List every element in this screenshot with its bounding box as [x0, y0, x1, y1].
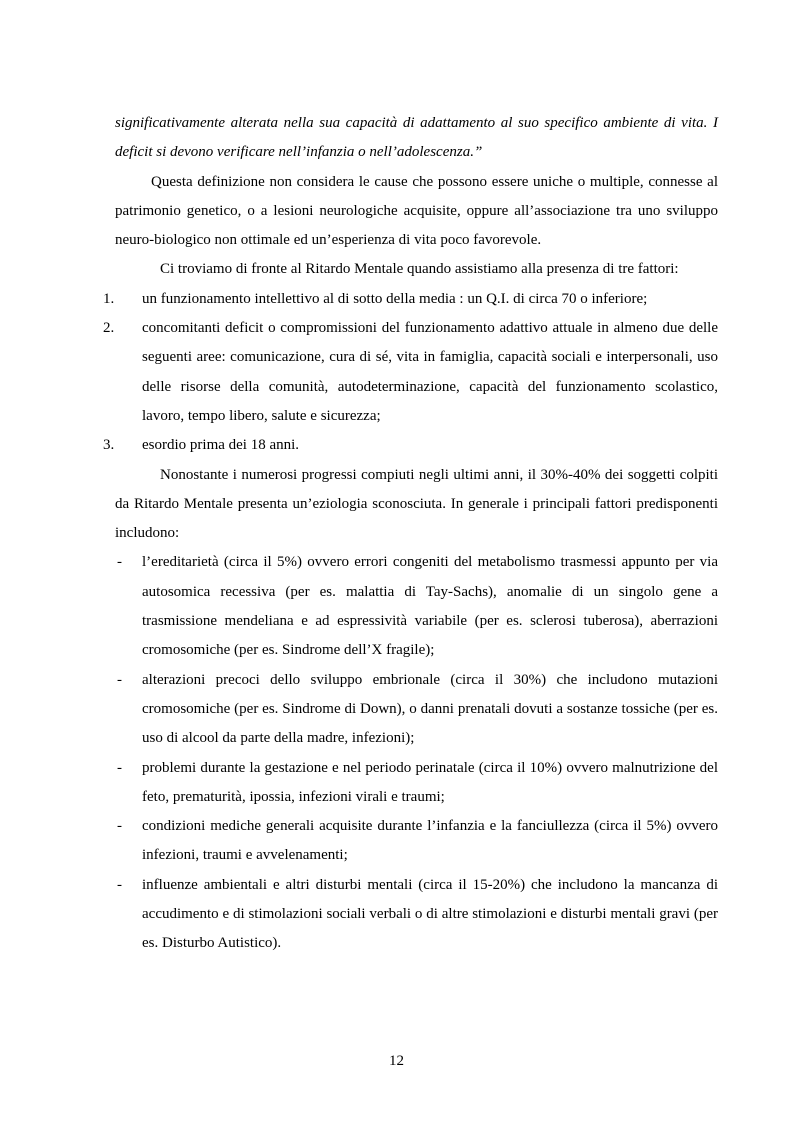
list-marker: -	[117, 671, 122, 688]
list-item	[115, 754, 718, 813]
list-marker: -	[117, 876, 122, 893]
list-item-text: concomitanti deficit o compromissioni del funzionamento adattivo attuale in almeno due delle seguenti aree: comunicazione, cura di sé, vita in famiglia, capacità sociali e interpersonali, uso delle risorse della comunità, autodeterminazione, capacità del funzionamento scolastico, lavoro, tempo libero, salute e sicurezza;	[142, 320, 718, 424]
list-marker: 3.	[103, 437, 115, 454]
list-marker: 1.	[103, 290, 115, 307]
list-item-text: un funzionamento intellettivo al di sotto della media : un Q.I. di circa 70 o inferiore;	[142, 290, 648, 307]
list-item-text: alterazioni precoci dello sviluppo embrionale (circa il 30%) che includono mutazioni cromosomiche (per es. Sindrome di Down), o danni prenatali dovuti a sostanze tossiche (per es. uso di alcool da parte della madre, infezioni);	[142, 671, 718, 747]
page-number: 12	[389, 1053, 404, 1069]
numbered-list	[103, 285, 718, 461]
paragraph-etiology: Nonostante i numerosi progressi compiuti negli ultimi anni, il 30%-40% dei soggetti colpiti da Ritardo Mentale presenta un’eziologia sconosciuta. In generale i principali fattori predisponenti includono:	[115, 466, 718, 542]
dash-list	[115, 548, 718, 958]
list-item-text: problemi durante la gestazione e nel periodo perinatale (circa il 10%) ovvero malnutrizione del feto, prematurità, ipossia, infezioni virali e traumi;	[142, 759, 718, 805]
list-item-text: influenze ambientali e altri disturbi mentali (circa il 15-20%) che includono la mancanza di accudimento e di stimolazioni sociali verbali o di altre stimolazioni e disturbi mentali gravi (per es. Disturbo Autistico).	[142, 876, 718, 952]
list-marker: -	[117, 818, 122, 835]
list-item-text: condizioni mediche generali acquisite durante l’infanzia e la fanciullezza (circa il 5%) ovvero infezioni, traumi e avvelenamenti;	[142, 818, 718, 864]
list-item	[115, 548, 718, 665]
list-marker: -	[117, 554, 122, 571]
list-marker: -	[117, 759, 122, 776]
list-item	[103, 285, 718, 314]
page-body	[103, 109, 718, 959]
list-item	[115, 666, 718, 754]
list-item-text: esordio prima dei 18 anni.	[142, 437, 300, 454]
list-item	[103, 314, 718, 431]
list-item	[115, 812, 718, 871]
list-item	[103, 431, 718, 460]
paragraph-three-factors: Ci troviamo di fronte al Ritardo Mentale quando assistiamo alla presenza di tre fattori:	[160, 261, 679, 278]
paragraph-definition-causes: Questa definizione non considera le cause che possono essere uniche o multiple, connesse al patrimonio genetico, o a lesioni neurologiche acquisite, oppure all’associazione tra uno sviluppo neuro-biologico non ottimale ed un’esperienza di vita poco favorevole.	[115, 173, 718, 249]
list-marker: 2.	[103, 320, 115, 337]
list-item-text: l’ereditarietà (circa il 5%) ovvero errori congeniti del metabolismo trasmessi appunto per via autosomica recessiva (per es. malattia di Tay-Sachs), anomalie di un singolo gene a trasmissione mendeliana e ad espressività variabile (per es. sclerosi tuberosa), aberrazioni cromosomiche (per es. Sindrome dell’X fragile);	[142, 554, 718, 659]
quote-continuation: significativamente alterata nella sua capacità di adattamento al suo specifico ambiente di vita. I deficit si devono verificare nell’infanzia o nell’adolescenza.”	[115, 115, 718, 161]
list-item	[115, 871, 718, 959]
